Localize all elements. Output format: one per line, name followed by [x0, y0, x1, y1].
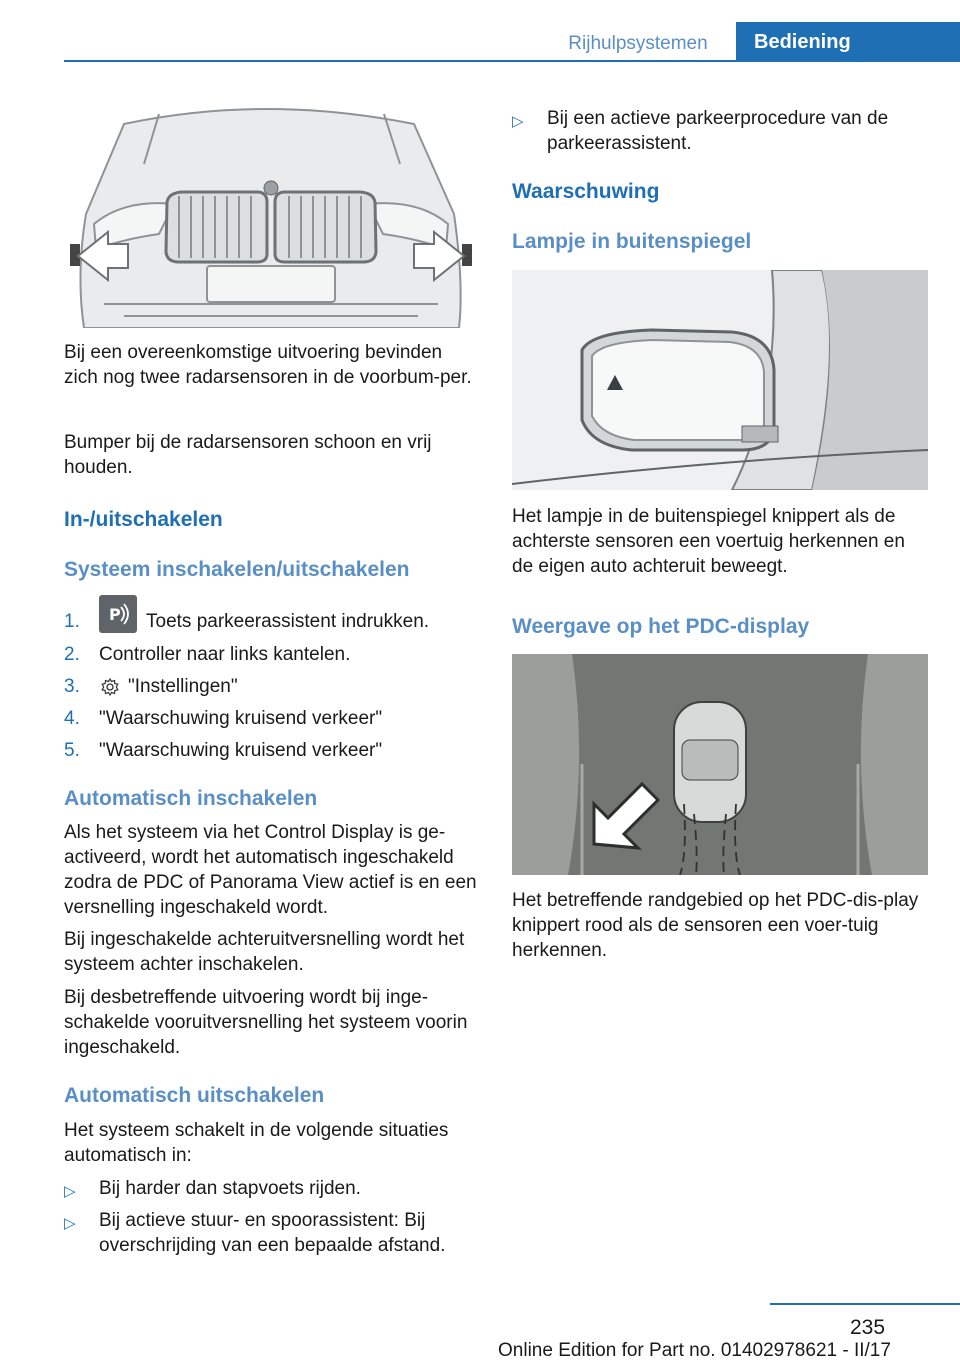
- step-1: [64, 605, 478, 637]
- auto-off-bullet-1: [64, 1176, 478, 1204]
- header-chapter-tab: Bediening: [736, 22, 960, 62]
- heading-mirror-lamp: Lampje in buitenspiegel: [512, 230, 752, 253]
- mirror-illustration: [512, 270, 928, 490]
- step-text: Controller naar links kantelen.: [99, 644, 351, 665]
- heading-auto-off: Automatisch uitschakelen: [64, 1084, 325, 1107]
- header-section-tab: Rijhulpsystemen: [568, 33, 708, 54]
- heading-pdc-display: Weergave op het PDC-display: [512, 615, 810, 638]
- step-2: [64, 642, 478, 670]
- heading-auto-on: Automatisch inschakelen: [64, 787, 318, 810]
- car-front-illustration: [64, 104, 478, 328]
- heading-system-toggle: Systeem inschakelen/uitschakelen: [64, 558, 410, 581]
- step-number: 1.: [64, 611, 80, 632]
- step-number: 3.: [64, 676, 80, 697]
- step-number: 5.: [64, 740, 80, 761]
- auto-off-paragraph: Het systeem schakelt in de volgende situaties automatisch in:: [64, 1120, 449, 1166]
- bumper-clean-note: Bumper bij de radarsensoren schoon en vrij houden.: [64, 432, 432, 478]
- step-number: 4.: [64, 708, 80, 729]
- step-number: 2.: [64, 644, 80, 665]
- bullet-icon: ▷: [64, 1215, 76, 1232]
- front-radar-caption: Bij een overeenkomstige uitvoering bevinden zich nog twee radarsensoren in de voorbum-per.: [64, 342, 472, 388]
- right-bullet-parking: [512, 106, 930, 160]
- edition-note: Online Edition for Part no. 01402978621 - II/17: [498, 1340, 891, 1361]
- step-5: [64, 738, 478, 766]
- header-rule: [64, 60, 960, 62]
- step-text: "Waarschuwing kruisend verkeer": [99, 740, 383, 761]
- pdc-caption: Het betreffende randgebied op het PDC-dis-play knippert rood als de sensoren een voer-tuig herkennen.: [512, 890, 919, 961]
- park-assist-icon: [99, 595, 137, 633]
- step-3: [64, 674, 478, 702]
- step-text: "Instellingen": [128, 676, 238, 697]
- step-text: Toets parkeerassistent indrukken.: [146, 611, 430, 632]
- mirror-caption: Het lampje in de buitenspiegel knippert als de achterste sensoren een voertuig herkennen en de eigen auto achteruit beweegt.: [512, 506, 905, 577]
- bullet-text: Bij een actieve parkeerprocedure van de parkeerassistent.: [547, 108, 889, 154]
- auto-on-paragraph-2: Bij ingeschakelde achteruitversnelling wordt het systeem achter inschakelen.: [64, 929, 465, 975]
- step-4: [64, 706, 478, 734]
- footer-rule: [770, 1303, 960, 1305]
- auto-on-paragraph-3: Bij desbetreffende uitvoering wordt bij inge-schakelde vooruitversnelling het systeem voorin ingeschakeld.: [64, 987, 468, 1058]
- svg-text:P: P: [109, 605, 121, 624]
- page-number: 235: [850, 1316, 886, 1339]
- auto-off-bullet-2: [64, 1208, 478, 1262]
- auto-on-paragraph-1: Als het systeem via het Control Display is ge-activeerd, wordt het automatisch ingeschakeld zodra de PDC of Panorama View actief is en een versnelling ingeschakeld wordt.: [64, 822, 477, 918]
- pdc-display-illustration: [512, 654, 928, 875]
- bullet-icon: ▷: [64, 1183, 76, 1200]
- bullet-text: Bij actieve stuur- en spoorassistent: Bij overschrijding van een bepaalde afstand.: [99, 1210, 446, 1256]
- heading-warning: Waarschuwing: [512, 180, 660, 203]
- heading-on-off: In-/uitschakelen: [64, 508, 223, 531]
- gear-icon: [100, 677, 120, 697]
- step-text: "Waarschuwing kruisend verkeer": [99, 708, 383, 729]
- bullet-icon: ▷: [512, 113, 524, 130]
- bullet-text: Bij harder dan stapvoets rijden.: [99, 1178, 361, 1199]
